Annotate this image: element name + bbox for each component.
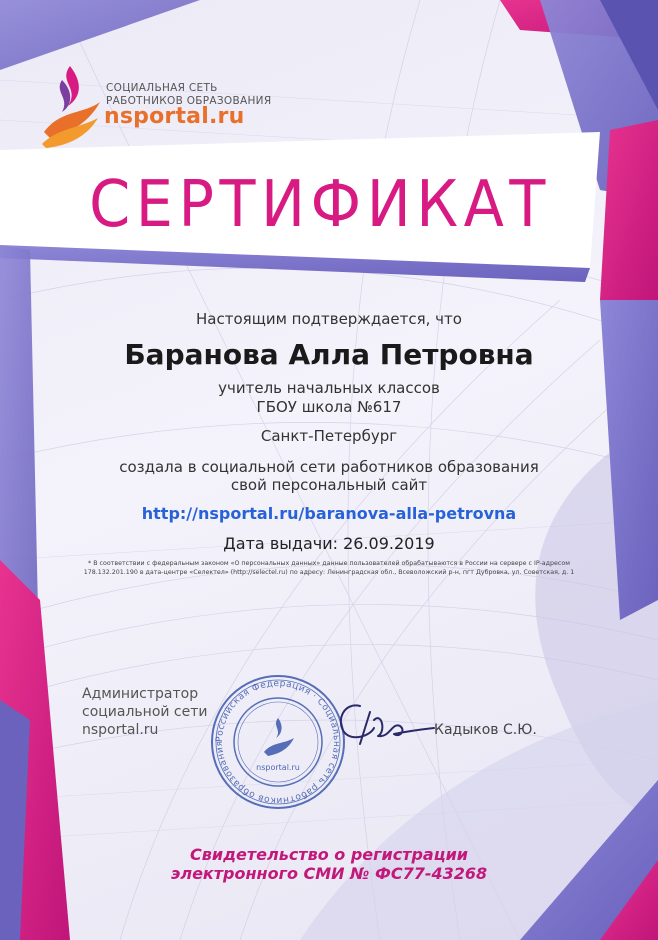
issue-date: Дата выдачи: 26.09.2019 [223, 534, 435, 553]
registration-line-2: электронного СМИ № ФС77-43268 [170, 864, 488, 883]
brand-line-1: СОЦИАЛЬНАЯ СЕТЬ [106, 82, 218, 94]
created-text-line-2: свой персональный сайт [230, 476, 428, 494]
signer-name: Кадыков С.Ю. [434, 722, 537, 738]
confirm-text: Настоящим подтверждается, что [196, 310, 462, 328]
seal-outer-text: Российская Федерация · Социальная сеть работников образования [214, 678, 342, 806]
admin-label-line-1: Администратор [82, 686, 199, 702]
signature-icon [330, 692, 440, 752]
brand-line-2: РАБОТНИКОВ ОБРАЗОВАНИЯ [106, 95, 272, 107]
footnote-line-1: * В соответствии с федеральным законом «О персональных данных» данные пользователей обрабатываются в России на сервере с IP-адресом [88, 560, 570, 567]
registration-line-1: Свидетельство о регистрации [190, 845, 468, 864]
seal-center-text: nsportal.ru [256, 763, 300, 772]
recipient-name: Баранова Алла Петровна [124, 338, 534, 371]
seal-logo-icon [264, 718, 294, 756]
admin-label-line-2: социальной сети [82, 704, 208, 720]
site-url-link[interactable]: http://nsportal.ru/baranova-alla-petrovna [141, 504, 517, 523]
official-seal [208, 672, 348, 812]
recipient-city: Санкт-Петербург [260, 427, 398, 445]
footnote-line-2: 178.132.201.190 в дата-центре «Селектел» (http://selectel.ru) по адресу: Ленинградская обл., Всеволожский р-н, пгт Дубровка, ул. Советская, д. 1 [83, 569, 575, 576]
recipient-position: учитель начальных классов [218, 379, 440, 397]
brand-url: nsportal.ru [104, 104, 245, 129]
certificate-title: СЕРТИФИКАТ [89, 168, 551, 242]
admin-label-line-3: nsportal.ru [82, 722, 159, 738]
created-text-line-1: создала в социальной сети работников образования [119, 458, 539, 476]
recipient-school: ГБОУ школа №617 [256, 398, 402, 416]
nsportal-logo-icon [40, 62, 102, 150]
